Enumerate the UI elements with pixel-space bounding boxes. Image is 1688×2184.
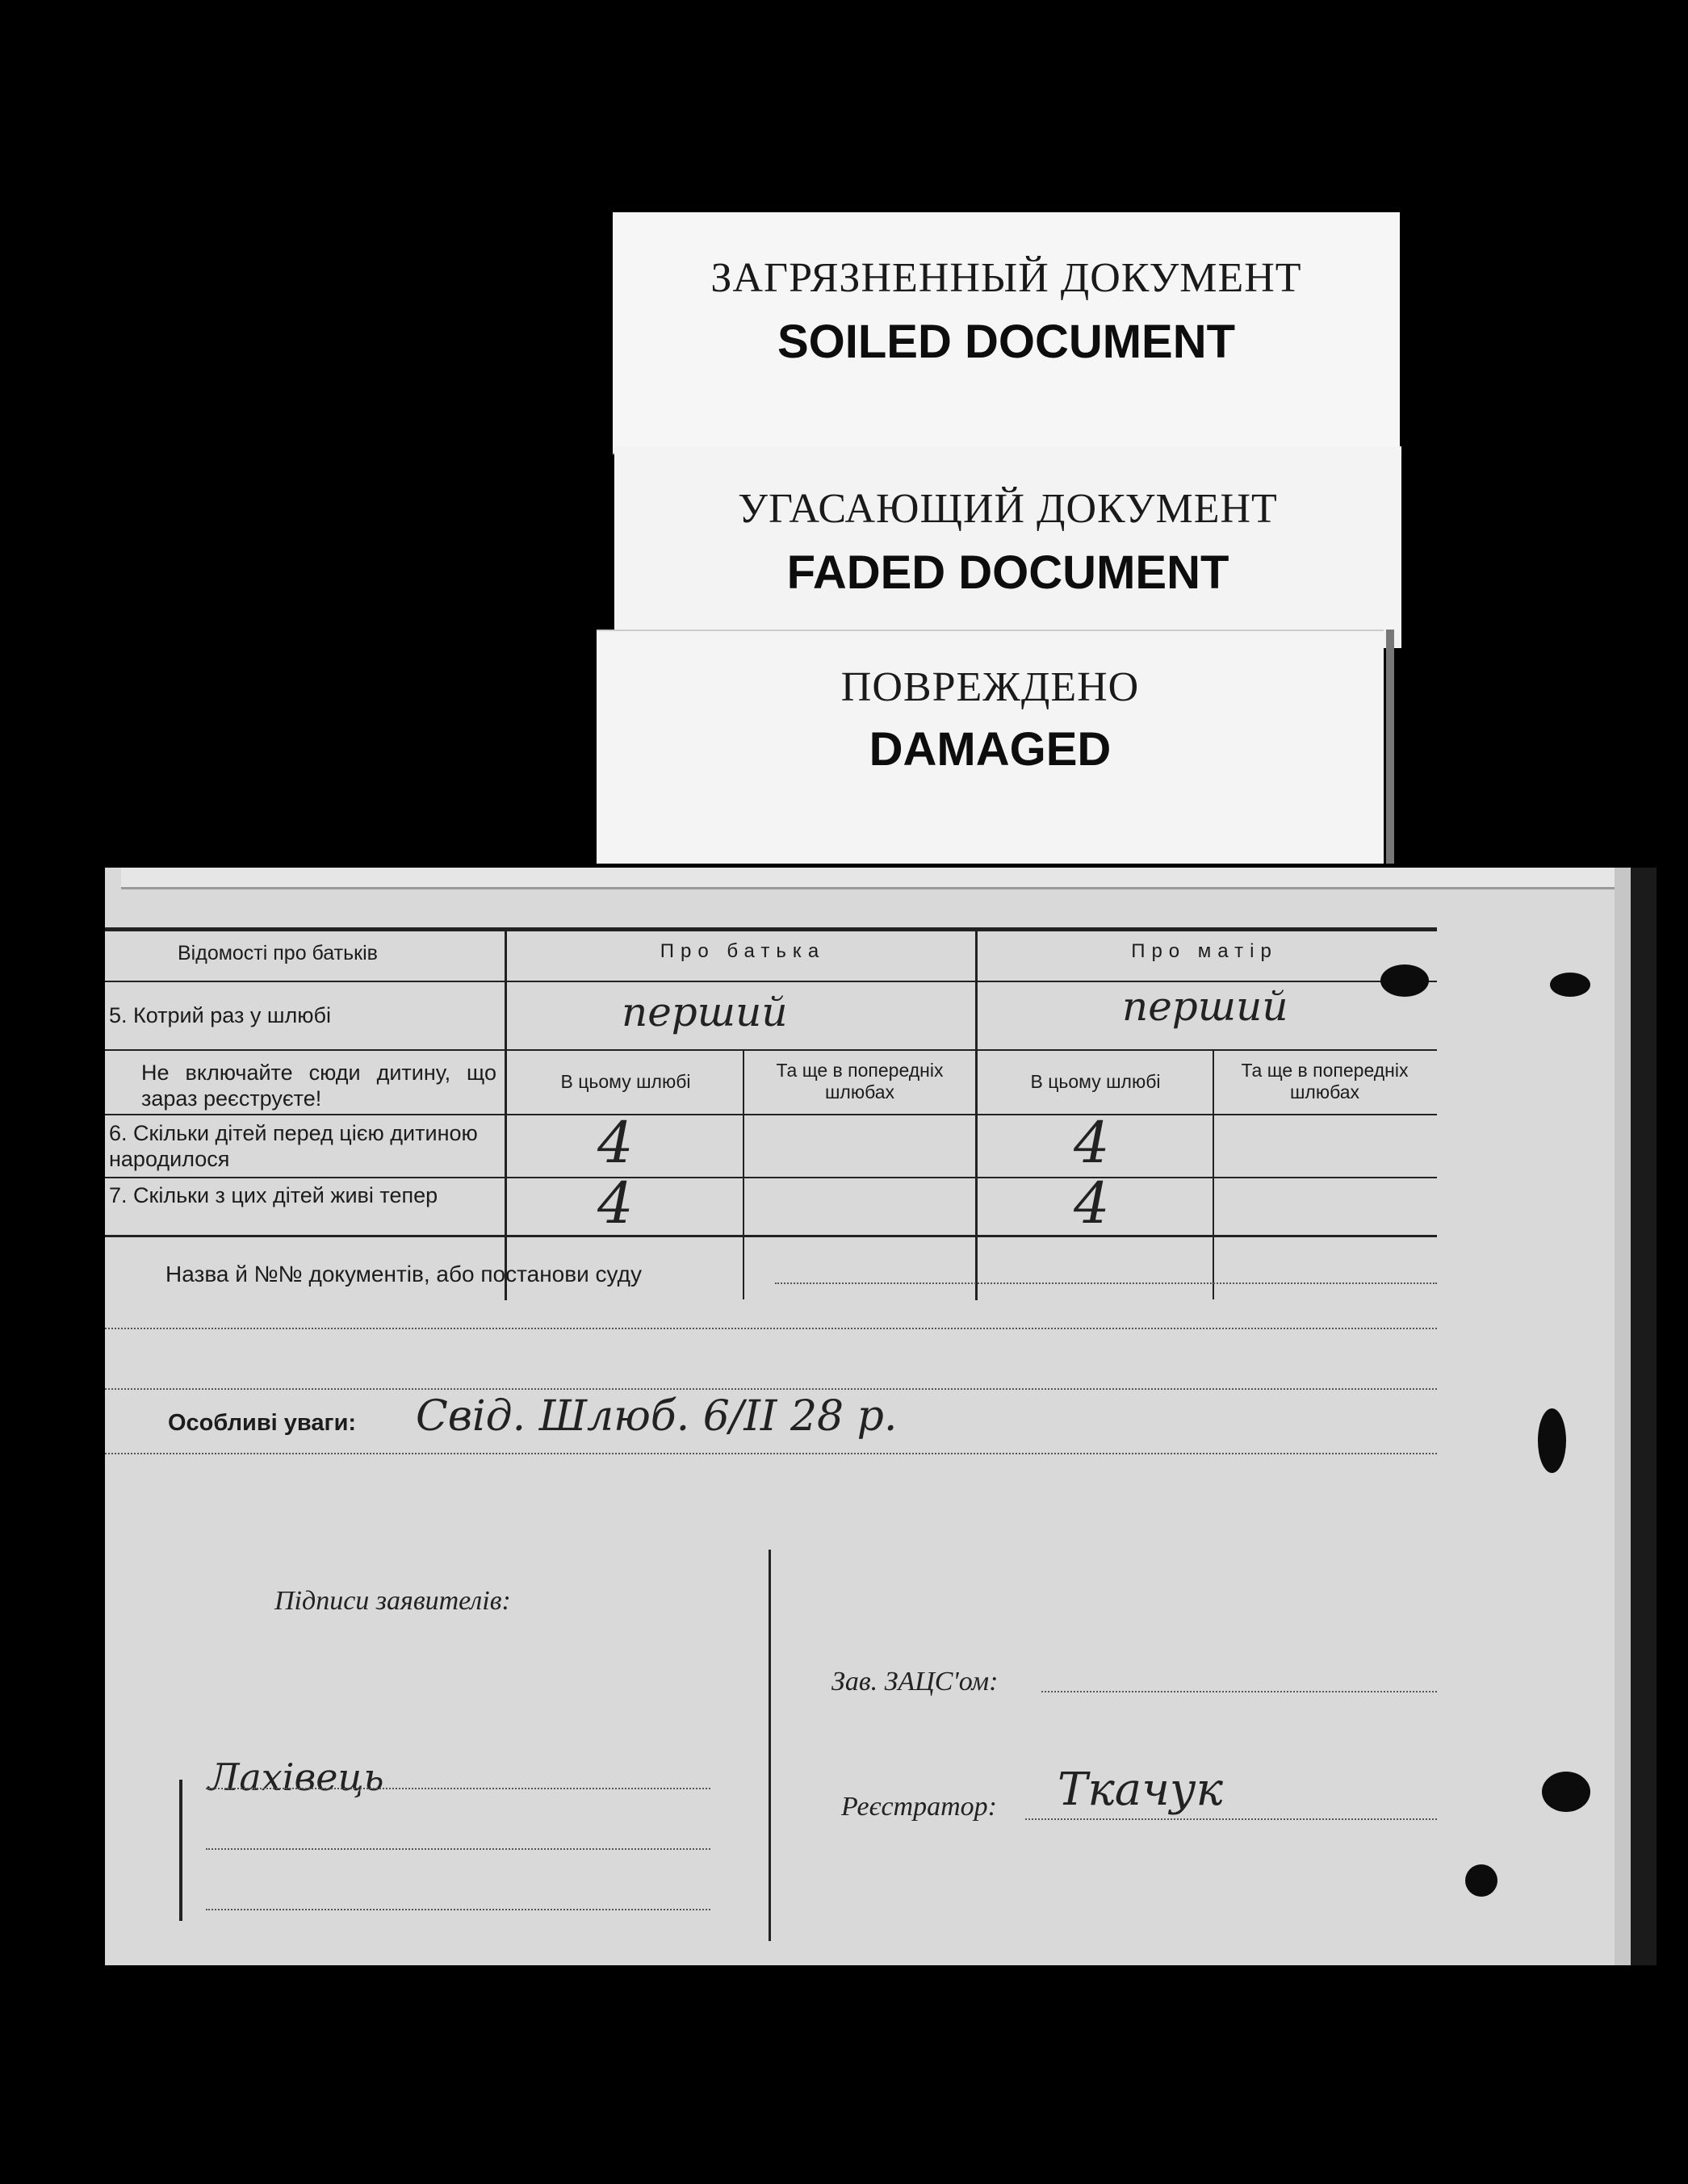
registrar-label: Реєстратор: [841, 1792, 997, 1822]
signature-brace [179, 1780, 182, 1921]
table-rule [105, 981, 1437, 982]
father-prev-marriages-header: Та ще в попередніх шлюбах [776, 1060, 944, 1102]
damaged-card [597, 630, 1384, 864]
table-rule [105, 1049, 1437, 1051]
signature-divider [769, 1550, 771, 1941]
remarks-value: Свід. Шлюб. 6/II 28 р. [416, 1392, 898, 1441]
damage-spot [1380, 964, 1429, 997]
father-header: Про батька [660, 940, 826, 962]
card-title-en: FADED DOCUMENT [786, 546, 1229, 599]
column-divider [743, 1049, 744, 1299]
mother-prev-marriages-header: Та ще в попередніх шлюбах [1241, 1060, 1409, 1102]
row6-mother-value: 4 [1074, 1110, 1110, 1176]
row5-mother-value: перший [1122, 983, 1288, 1030]
table-rule [105, 1114, 1437, 1115]
table-bottom-rule [105, 1235, 1437, 1237]
row7-label: 7. Скільки з цих дітей живі тепер [109, 1183, 438, 1207]
registrar-signature: Ткачук [1058, 1764, 1223, 1816]
father-this-marriage-header: В цьому шлюбі [560, 1071, 691, 1092]
faded-document-card [614, 446, 1401, 648]
remarks-label: Особливі уваги: [168, 1410, 357, 1436]
applicant-signature: Лахівець [208, 1755, 384, 1799]
form-right-edge [1615, 868, 1631, 1965]
column-divider [975, 927, 978, 1300]
mother-this-marriage-header: В цьому шлюбі [1030, 1071, 1161, 1092]
form-top-edge [121, 868, 1655, 889]
row5-father-value: перший [622, 989, 788, 1036]
mother-header: Про матір [1131, 940, 1278, 962]
table-rule [105, 1177, 1437, 1178]
damage-spot [1465, 1864, 1497, 1897]
documents-line [105, 1328, 1437, 1329]
parents-info-header: Відомості про батьків [178, 942, 378, 964]
documents-line [775, 1282, 1437, 1284]
column-divider [505, 927, 507, 1300]
signature-line [206, 1848, 710, 1850]
card-title-ru: УГАСАЮЩИЙ ДОКУМЕНТ [738, 486, 1278, 532]
form-right-dark-edge [1631, 868, 1657, 1965]
head-zags-label: Зав. ЗАЦС'ом: [831, 1667, 999, 1697]
damage-spot [1550, 973, 1590, 997]
head-zags-line [1041, 1691, 1437, 1692]
applicants-signatures-label: Підписи заявителів: [274, 1586, 511, 1616]
remarks-line [105, 1453, 1437, 1454]
damage-spot [1542, 1772, 1590, 1812]
card-title-ru: ПОВРЕЖДЕНО [840, 664, 1140, 710]
signature-line [206, 1909, 710, 1910]
row7-mother-value: 4 [1074, 1170, 1110, 1236]
card-title-en: DAMAGED [869, 723, 1112, 776]
row7-father-value: 4 [597, 1170, 634, 1236]
row5-label: 5. Котрий раз у шлюбі [109, 1003, 331, 1027]
registration-form [105, 868, 1657, 1965]
card-edge [1386, 630, 1394, 864]
card-title-en: SOILED DOCUMENT [777, 316, 1236, 368]
documents-line [105, 1388, 1437, 1390]
row6-label: 6. Скільки дітей перед цією дитиною народилося [109, 1121, 478, 1171]
card-title-ru: ЗАГРЯЗНЕННЫЙ ДОКУМЕНТ [710, 255, 1302, 301]
registrar-line [1025, 1818, 1437, 1820]
column-divider [1213, 1049, 1214, 1299]
row6-father-value: 4 [597, 1110, 634, 1176]
exclusion-note: Не включайте сюди дитину, що зараз реєструєте! [141, 1061, 496, 1111]
soiled-document-card [613, 212, 1400, 454]
damage-spot [1538, 1408, 1566, 1473]
signature-line [206, 1788, 710, 1789]
table-top-rule [105, 927, 1437, 931]
documents-label: Назва й №№ документів, або постанови суду [165, 1261, 642, 1287]
